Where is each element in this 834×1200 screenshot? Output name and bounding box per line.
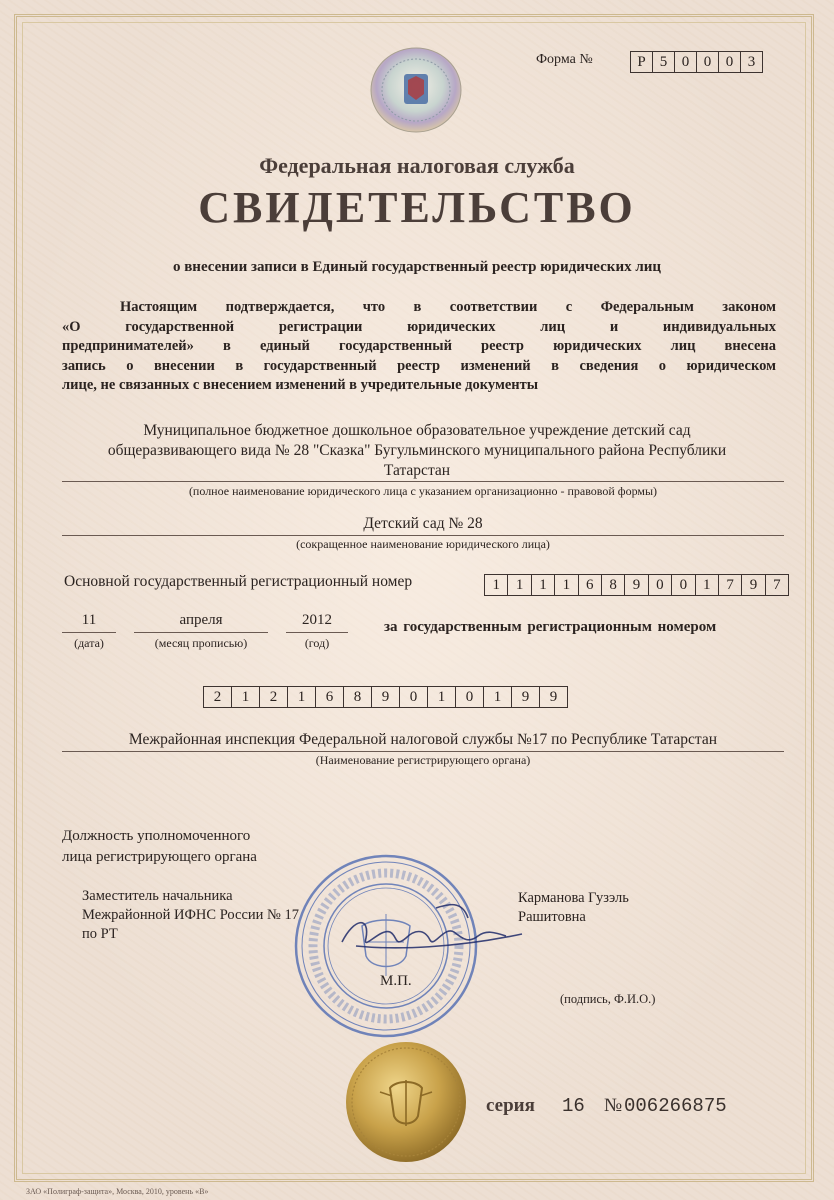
- ogrn-digit: 7: [719, 575, 742, 595]
- date-month-caption: (месяц прописью): [154, 636, 248, 650]
- date-month-rule: [134, 632, 268, 633]
- form-number-char: 5: [653, 52, 675, 72]
- reg-number-label: за государственным регистрационным номером: [384, 619, 717, 635]
- position-line: по РТ: [82, 926, 118, 942]
- date-month: апреля: [179, 612, 223, 628]
- grn-digit: 1: [428, 687, 456, 707]
- form-number-char: Р: [631, 52, 653, 72]
- grn-digit: 2: [260, 687, 288, 707]
- organization-full-name: [56, 421, 778, 481]
- series-number-sign: №: [604, 1095, 623, 1116]
- authority-caption: (Наименование регистрирующего органа): [315, 753, 531, 767]
- full-name-line: Татарстан: [383, 462, 451, 479]
- signature-caption: (подпись, Ф.И.О.): [560, 992, 656, 1006]
- official-name: [518, 889, 629, 927]
- official-position: [82, 887, 299, 944]
- official-name-line: Карманова Гузэль: [518, 890, 629, 906]
- hologram-emblem-icon: [368, 46, 464, 136]
- statement-line: запись о внесении в государственный реестр изменений в сведения о юридическом: [62, 357, 776, 374]
- grn-digit: 9: [372, 687, 400, 707]
- series-value: 16: [562, 1095, 585, 1117]
- grn-digit: 2: [204, 687, 232, 707]
- grn-boxes: [203, 686, 568, 708]
- service-name: Федеральная налоговая служба: [259, 153, 575, 178]
- ogrn-digit: 1: [532, 575, 555, 595]
- form-label: Форма №: [536, 52, 593, 67]
- full-name-rule: [62, 481, 784, 482]
- statement-line: «О государственной регистрации юридических лиц и индивидуальных: [62, 318, 776, 335]
- statement-text: [62, 298, 776, 396]
- full-name-line: общеразвивающего вида № 28 "Сказка" Бугульминского муниципального района Республики: [107, 442, 727, 459]
- organization-short-name: Детский сад № 28: [363, 515, 483, 532]
- grn-digit: 1: [288, 687, 316, 707]
- ogrn-digit: 1: [508, 575, 531, 595]
- ogrn-digit: 9: [625, 575, 648, 595]
- grn-digit: 9: [512, 687, 540, 707]
- date-day: 11: [81, 612, 97, 628]
- ogrn-label: Основной государственный регистрационный номер: [64, 573, 413, 590]
- full-name-caption: (полное наименование юридического лица с указанием организационно - правовой формы): [188, 484, 658, 498]
- grn-digit: 0: [456, 687, 484, 707]
- ogrn-digit: 9: [742, 575, 765, 595]
- ogrn-digit: 8: [602, 575, 625, 595]
- form-number-char: 3: [747, 54, 756, 70]
- gold-seal-icon: [344, 1040, 468, 1164]
- signature-icon: [336, 898, 532, 962]
- position-line: Межрайонной ИФНС России № 17: [82, 907, 299, 923]
- date-year-rule: [286, 632, 348, 633]
- form-number-char: 0: [719, 52, 741, 72]
- document-subtitle: о внесении записи в Единый государственный реестр юридических лиц: [172, 259, 662, 275]
- date-day-caption: (дата): [74, 636, 104, 650]
- grn-digit: 6: [316, 687, 344, 707]
- position-line: Заместитель начальника: [82, 888, 233, 904]
- series-number: 006266875: [624, 1095, 727, 1117]
- authority-name: Межрайонная инспекция Федеральной налоговой службы №17 по Республике Татарстан: [128, 731, 718, 748]
- series-label: серия: [486, 1095, 535, 1116]
- position-label-line: лица регистрирующего органа: [62, 849, 257, 865]
- statement-line: лице, не связанных с внесением изменений в учредительные документы: [62, 377, 539, 393]
- ogrn-digit: 1: [555, 575, 578, 595]
- grn-digit: 1: [484, 687, 512, 707]
- date-year: 2012: [302, 612, 332, 628]
- ogrn-digit: 0: [672, 575, 695, 595]
- ogrn-digit: 0: [649, 575, 672, 595]
- date-year-caption: (год): [304, 636, 330, 650]
- form-number-char: 0: [675, 52, 697, 72]
- grn-digit: 8: [344, 687, 372, 707]
- form-number-char: 0: [697, 52, 719, 72]
- printer-imprint: ЗАО «Полиграф-защита», Москва, 2010, уровень «В»: [26, 1187, 209, 1196]
- seal-place: М.П.: [380, 973, 412, 989]
- grn-digit: 0: [400, 687, 428, 707]
- ogrn-boxes: [484, 574, 789, 596]
- position-label: [62, 826, 257, 868]
- ogrn-digit: 7: [773, 577, 781, 593]
- ogrn-digit: 1: [696, 575, 719, 595]
- document-title: СВИДЕТЕЛЬСТВО: [198, 183, 636, 232]
- statement-line: предпринимателей» в единый государственный реестр юридических лиц внесена: [62, 338, 776, 354]
- form-number-boxes: [630, 51, 763, 73]
- position-label-line: Должность уполномоченного: [62, 828, 251, 844]
- authority-rule: [62, 751, 784, 752]
- official-name-line: Рашитовна: [518, 909, 586, 925]
- grn-digit: 9: [549, 689, 558, 705]
- statement-line: Настоящим подтверждается, что в соответствии с Федеральным законом: [120, 299, 776, 315]
- full-name-line: Муниципальное бюджетное дошкольное образовательное учреждение детский сад: [143, 422, 691, 439]
- ogrn-digit: 6: [579, 575, 602, 595]
- short-name-caption: (сокращенное наименование юридического лица): [296, 537, 550, 551]
- short-name-rule: [62, 535, 784, 536]
- ogrn-digit: 1: [485, 575, 508, 595]
- grn-digit: 1: [232, 687, 260, 707]
- date-day-rule: [62, 632, 116, 633]
